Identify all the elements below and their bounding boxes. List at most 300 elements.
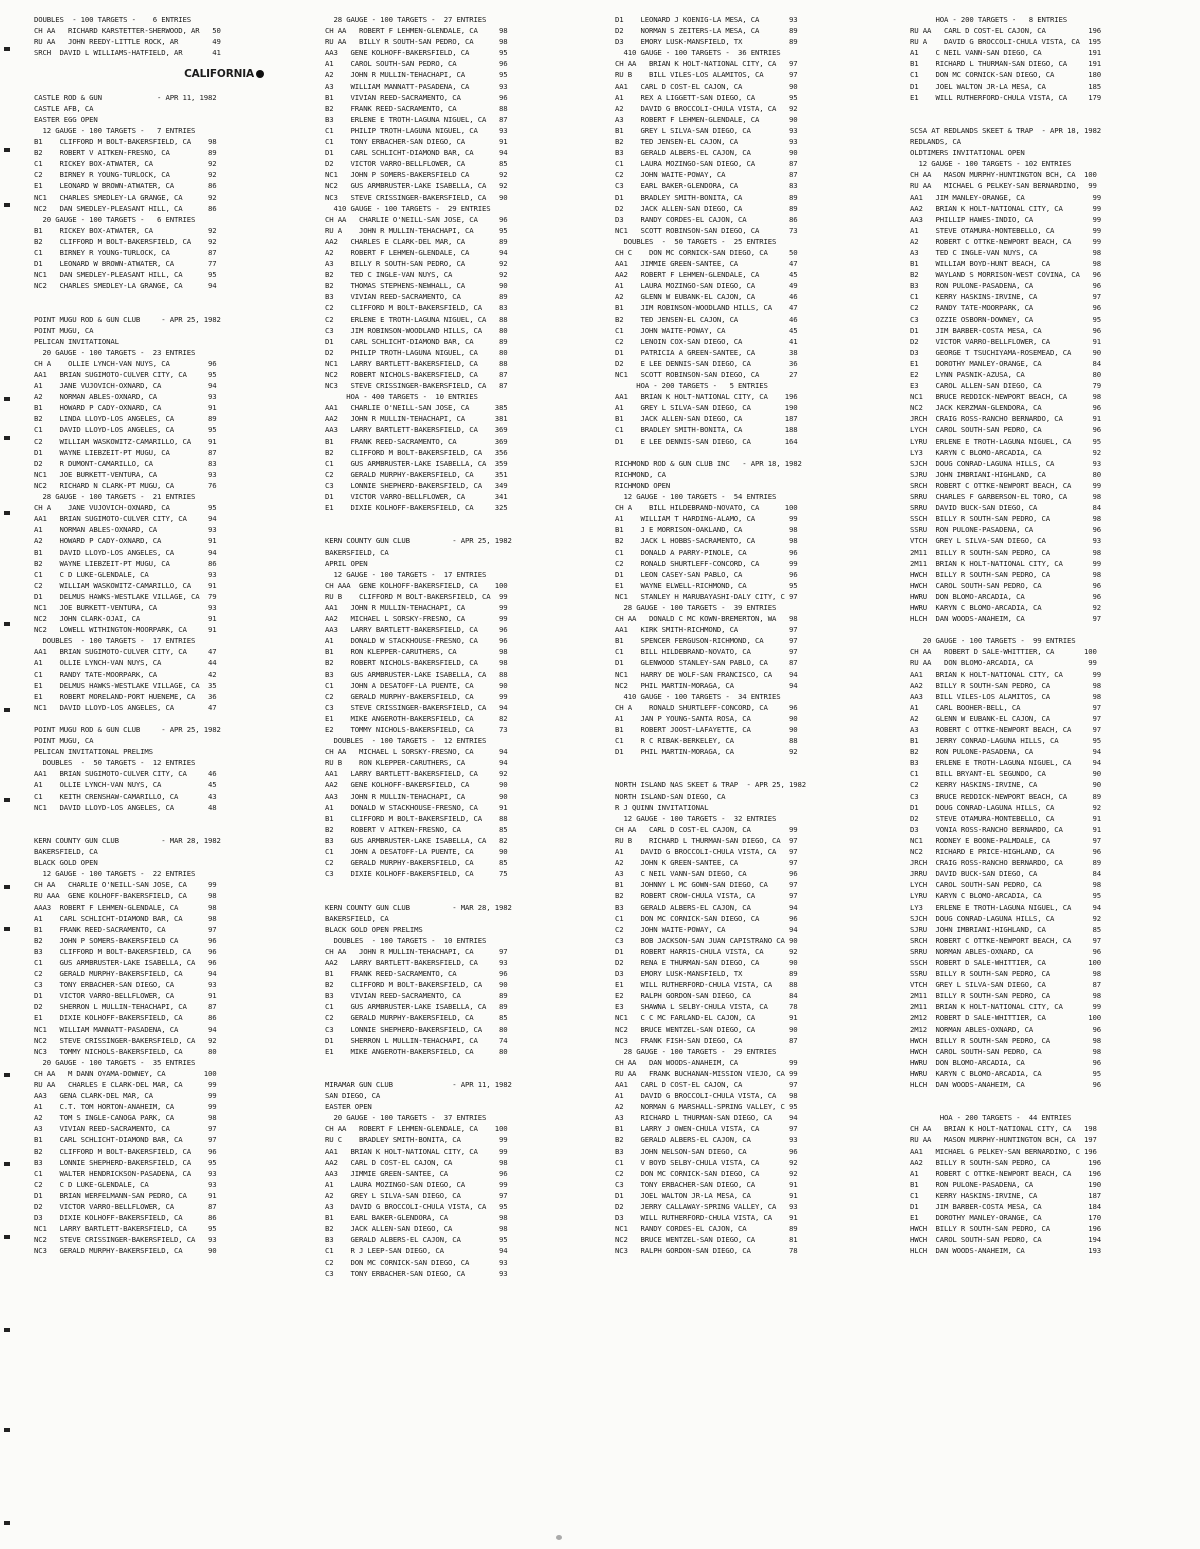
result-line: BAKERSFIELD, CA — [34, 847, 98, 857]
result-line: D2 RENA E THURMAN-SAN DIEGO, CA 90 — [615, 957, 798, 967]
result-line: HLCH DAN WOODS-ANAHEIM, CA 193 — [910, 1246, 1101, 1256]
result-line: SRRU DAVID BUCK-SAN DIEGO, CA 84 — [910, 503, 1101, 513]
result-line: C3 EARL BAKER-GLENDORA, CA 83 — [615, 181, 798, 191]
margin-mark — [4, 708, 10, 712]
result-line: C2 C D LUKE-GLENDALE, CA 93 — [34, 1179, 217, 1189]
result-line: DOUBLES - 100 TARGETS - 6 ENTRIES — [34, 15, 191, 24]
result-line: A3 ROBERT F LEHMEN-GLENDALE, CA 90 — [615, 114, 798, 124]
result-line: C1 GUS ARMBRUSTER-LAKE ISABELLA, CA 89 — [325, 1002, 508, 1012]
result-line: A1 C.T. TOM HORTON-ANAHEIM, CA 99 — [34, 1102, 217, 1112]
result-line: D1 PHIL MARTIN-MORAGA, CA 92 — [615, 747, 798, 757]
result-line: HWCH CAROL SOUTH-SAN PEDRO, CA 194 — [910, 1235, 1101, 1245]
result-line: C1 KEITH CRENSHAW-CAMARILLO, CA 43 — [34, 791, 217, 801]
results-column-1 — [34, 14, 264, 1257]
result-line: 20 GAUGE - 100 TARGETS - 37 ENTRIES — [325, 1113, 487, 1123]
result-line: A1 DONALD W STACKHOUSE-FRESNO, CA 96 — [325, 636, 508, 646]
result-line: D1 JIM BARBER-COSTA MESA, CA 184 — [910, 1202, 1101, 1212]
result-line: LYCH CAROL SOUTH-SAN PEDRO, CA 98 — [910, 880, 1101, 890]
result-line: D2 PHILIP TROTH-LAGUNA NIGUEL, CA 80 — [325, 347, 508, 357]
result-line: A1 DAVID G BROCCOLI-CHULA VISTA, CA 98 — [615, 1091, 798, 1101]
result-line: B1 CLIFFORD M BOLT-BAKERSFIELD, CA 98 — [34, 137, 217, 147]
result-line: HWCH BILLY R SOUTH-SAN PEDRO, CA 98 — [910, 569, 1101, 579]
result-line: PELICAN INVITATIONAL — [34, 336, 119, 346]
result-line: VTCH GREY L SILVA-SAN DIEGO, CA 87 — [910, 980, 1101, 990]
blank-line — [615, 447, 855, 458]
result-line: A2 HOWARD P CADY-OXNARD, CA 91 — [34, 536, 217, 546]
result-line: A1 CARL BOOHER-BELL, CA 97 — [910, 702, 1101, 712]
result-line: C2 KERRY HASKINS-IRVINE, CA 90 — [910, 780, 1101, 790]
result-line: C1 R C RIBAK-BERKELEY, CA 88 — [615, 736, 798, 746]
result-line: B1 FRANK REED-SACRAMENTO, CA 97 — [34, 924, 217, 934]
result-line: AA1 LARRY BARTLETT-BAKERSFIELD, CA 92 — [325, 769, 508, 779]
result-line: C1 BILL BRYANT-EL SEGUNDO, CA 90 — [910, 769, 1101, 779]
result-line: A1 GREY L SILVA-SAN DIEGO, CA 190 — [615, 403, 798, 413]
result-line: RU A DAVID G BROCCOLI-CHULA VISTA, CA 195 — [910, 37, 1101, 47]
result-line: CH AA MASON MURPHY-HUNTINGTON BCH, CA 100 — [910, 170, 1097, 180]
result-line: HOA - 200 TARGETS - 44 ENTRIES — [910, 1113, 1072, 1123]
result-line: B3 VIVIAN REED-SACRAMENTO, CA 89 — [325, 991, 508, 1001]
result-line: AA1 KIRK SMITH-RICHMOND, CA 97 — [615, 625, 798, 635]
result-line: HWRU DON BLOMO-ARCADIA, CA 96 — [910, 591, 1101, 601]
result-line: OLDTIMERS INVITATIONAL OPEN — [910, 148, 1025, 158]
result-line: HWCH CAROL SOUTH-SAN PEDRO, CA 96 — [910, 580, 1101, 590]
margin-mark — [4, 622, 10, 626]
paper-smudge — [556, 1535, 562, 1540]
result-line: AA1 BRIAN SUGIMOTO-CULVER CITY, CA 46 — [34, 769, 217, 779]
result-line: D1 DOUG CONRAD-LAGUNA HILLS, CA 92 — [910, 802, 1101, 812]
result-line: 20 GAUGE - 100 TARGETS - 35 ENTRIES — [34, 1057, 196, 1067]
result-line: A3 WILLIAM MANNATT-PASADENA, CA 93 — [325, 81, 508, 91]
result-line: AA1 CHARLIE O'NEILL-SAN JOSE, CA 385 — [325, 403, 508, 413]
margin-mark — [4, 397, 10, 401]
result-line: C1 GUS ARMBRUSTER-LAKE ISABELLA, CA 96 — [34, 957, 217, 967]
result-line: AA2 GENE KOLHOFF-BAKERSFIELD, CA 90 — [325, 780, 508, 790]
result-line: AA2 CARL D COST-EL CAJON, CA 98 — [325, 1157, 508, 1167]
result-line: C1 JOHN A DESATOFF-LA PUENTE, CA 90 — [325, 680, 508, 690]
result-line: B1 JIM ROBINSON-WOODLAND HILLS, CA 47 — [615, 303, 798, 313]
result-line: B1 JOHNNY L MC GOWN-SAN DIEGO, CA 97 — [615, 880, 798, 890]
result-line: NC1 BRUCE REDDICK-NEWPORT BEACH, CA 98 — [910, 392, 1101, 402]
result-line: C1 DAVID LLOYD-LOS ANGELES, CA 95 — [34, 425, 217, 435]
result-line: C1 TONY ERBACHER-SAN DIEGO, CA 91 — [325, 137, 508, 147]
result-line: AA1 JOHN R MULLIN-TEHACHAPI, CA 99 — [325, 602, 508, 612]
result-line: NORTH ISLAND NAS SKEET & TRAP - APR 25, 1982 — [615, 780, 806, 790]
result-line: 12 GAUGE - 100 TARGETS - 17 ENTRIES — [325, 569, 487, 579]
result-line: D1 WAYNE LIEBZEIT-PT MUGU, CA 87 — [34, 447, 217, 457]
blank-line — [34, 713, 264, 724]
result-line: A1 NORMAN ABLES-OXNARD, CA 93 — [34, 525, 217, 535]
result-line: 410 GAUGE - 100 TARGETS - 36 ENTRIES — [615, 48, 781, 58]
result-line: NC1 C C MC FARLAND-EL CAJON, CA 91 — [615, 1013, 798, 1023]
margin-mark — [4, 1073, 10, 1077]
blank-line — [910, 103, 1180, 114]
result-line: RU B CLIFFORD M BOLT-BAKERSFIELD, CA 99 — [325, 591, 508, 601]
result-line: B2 GERALD ALBERS-EL CAJON, CA 93 — [615, 1135, 798, 1145]
result-line: AA2 MICHAEL L SORSKY-FRESNO, CA 99 — [325, 614, 508, 624]
result-line: B2 WAYNE LIEBZEIT-PT MUGU, CA 86 — [34, 558, 217, 568]
result-line: A2 GLENN W EUBANK-EL CAJON, CA 97 — [910, 713, 1101, 723]
result-line: 410 GAUGE - 100 TARGETS - 29 ENTRIES — [325, 203, 491, 213]
result-line: A2 TOM S INGLE-CANOGA PARK, CA 98 — [34, 1113, 217, 1123]
margin-mark — [4, 798, 10, 802]
result-line: E1 MIKE ANGEROTH-BAKERSFIELD, CA 82 — [325, 713, 508, 723]
blank-line — [325, 890, 560, 901]
result-line: AA1 BRIAN K HOLT-NATIONAL CITY, CA 196 — [615, 392, 798, 402]
result-line: SRCH DAVID L WILLIAMS-HATFIELD, AR 41 — [34, 48, 221, 58]
result-line: AA2 JOHN R MULLIN-TEHACHAPI, CA 381 — [325, 414, 508, 424]
result-line: HWRU DON BLOMO-ARCADIA, CA 96 — [910, 1057, 1101, 1067]
blank-line — [34, 291, 264, 302]
result-line: JRCH CRAIG ROSS-RANCHO BERNARDO, CA 89 — [910, 858, 1101, 868]
result-line: CH A JANE VUJOVICH-OXNARD, CA 95 — [34, 503, 217, 513]
result-line: C1 JOHN WAITE-POWAY, CA 45 — [615, 325, 798, 335]
result-line: AA1 BRIAN K HOLT-NATIONAL CITY, CA 99 — [325, 1146, 508, 1156]
result-line: B1 LARRY J OWEN-CHULA VISTA, CA 97 — [615, 1124, 798, 1134]
result-line: B3 GUS ARMBRUSTER-LAKE ISABELLA, CA 88 — [325, 669, 508, 679]
result-line: B2 TED JENSEN-EL CAJON, CA 46 — [615, 314, 798, 324]
result-line: RU AA DON BLOMO-ARCADIA, CA 99 — [910, 658, 1097, 668]
result-line: CH AA CARL D COST-EL CAJON, CA 99 — [615, 824, 798, 834]
result-line: C1 GUS ARMBRUSTER-LAKE ISABELLA, CA 359 — [325, 458, 508, 468]
result-line: B2 JOHN P SOMERS-BAKERSFIELD CA 96 — [34, 935, 217, 945]
result-line: B1 WILLIAM BOYD-HUNT BEACH, CA 98 — [910, 259, 1101, 269]
result-line: A1 C NEIL VANN-SAN DIEGO, CA 191 — [910, 48, 1101, 58]
result-line: B3 ERLENE E TROTH-LAGUNA NIGUEL, CA 94 — [910, 758, 1101, 768]
result-line: DOUBLES - 100 TARGETS - 10 ENTRIES — [325, 935, 487, 945]
result-line: NC2 CHARLES SMEDLEY-LA GRANGE, CA 94 — [34, 281, 217, 291]
result-line: HWCH BILLY R SOUTH-SAN PEDRO, CA 98 — [910, 1035, 1101, 1045]
result-line: C2 LENOIN COX-SAN DIEGO, CA 41 — [615, 336, 798, 346]
result-line: BLACK GOLD OPEN PRELIMS — [325, 924, 423, 934]
result-line: C2 GERALD MURPHY-BAKERSFIELD, CA 94 — [34, 969, 217, 979]
result-line: RICHMOND ROD & GUN CLUB INC - APR 18, 1982 — [615, 458, 802, 468]
result-line: NC1 STANLEY H MARUBAYASHI-DALY CITY, C 97 — [615, 591, 798, 601]
result-line: 28 GAUGE - 100 TARGETS - 27 ENTRIES — [325, 15, 487, 24]
results-column-2 — [325, 14, 560, 1279]
results-column-3 — [615, 14, 855, 1257]
result-line: B2 ROBERT CROW-CHULA VISTA, CA 97 — [615, 891, 798, 901]
result-line: C3 DIXIE KOLHOFF-BAKERSFIELD, CA 75 — [325, 869, 508, 879]
result-line: E1 DOROTHY MANLEY-ORANGE, CA 170 — [910, 1213, 1101, 1223]
result-line: A1 CARL SCHLICHT-DIAMOND BAR, CA 98 — [34, 913, 217, 923]
result-line: C2 GERALD MURPHY-BAKERSFIELD, CA 99 — [325, 691, 508, 701]
result-line: B2 JACK L HOBBS-SACRAMENTO, CA 98 — [615, 536, 798, 546]
result-line: C1 KERRY HASKINS-IRVINE, CA 97 — [910, 292, 1101, 302]
result-line: NC1 CHARLES SMEDLEY-LA GRANGE, CA 92 — [34, 192, 217, 202]
result-line: SJCH DOUG CONRAD-LAGUNA HILLS, CA 93 — [910, 458, 1101, 468]
blank-line — [325, 524, 560, 535]
result-line: A3 C NEIL VANN-SAN DIEGO, CA 96 — [615, 869, 798, 879]
result-line: RU AA CARL D COST-EL CAJON, CA 196 — [910, 26, 1101, 36]
result-line: E2 RALPH GORDON-SAN DIEGO, CA 84 — [615, 991, 798, 1001]
result-line: DOUBLES - 50 TARGETS - 12 ENTRIES — [34, 758, 196, 768]
result-line: NC2 JOHN CLARK-OJAI, CA 91 — [34, 614, 217, 624]
state-heading — [34, 69, 264, 80]
result-line: DOUBLES - 50 TARGETS - 25 ENTRIES — [615, 236, 777, 246]
result-line: AA1 JIMMIE GREEN-SANTEE, CA 47 — [615, 259, 798, 269]
result-line: B3 GUS ARMBRUSTER-LAKE ISABELLA, CA 82 — [325, 835, 508, 845]
result-line: B3 RON PULONE-PASADENA, CA 96 — [910, 281, 1101, 291]
result-line: D2 STEVE OTAMURA-MONTEBELLO, CA 91 — [910, 813, 1101, 823]
result-line: AA1 BRIAN K HOLT-NATIONAL CITY, CA 99 — [910, 669, 1101, 679]
result-line: RU B RICHARD L THURMAN-SAN DIEGO, CA 97 — [615, 835, 798, 845]
margin-mark — [4, 1428, 10, 1432]
result-line: RU C BRADLEY SMITH-BONITA, CA 99 — [325, 1135, 508, 1145]
result-line: D1 JIM BARBER-COSTA MESA, CA 96 — [910, 325, 1101, 335]
result-line: D2 JERRY CALLAWAY-SPRING VALLEY, CA 93 — [615, 1202, 798, 1212]
result-line: CH AA ROBERT F LEHMEN-GLENDALE, CA 98 — [325, 26, 508, 36]
result-line: HOA - 200 TARGETS - 8 ENTRIES — [910, 15, 1067, 24]
result-line: NC1 RODNEY E BOONE-PALMDALE, CA 97 — [910, 835, 1101, 845]
result-line: D2 NORMAN S ZEITERS-LA MESA, CA 89 — [615, 26, 798, 36]
result-line: SRCH ROBERT C OTTKE-NEWPORT BEACH, CA 99 — [910, 480, 1101, 490]
margin-mark — [4, 927, 10, 931]
result-line: AA3 BILL VILES-LOS ALAMITOS, CA 98 — [910, 691, 1101, 701]
result-line: E3 SHAWNA L SELBY-CHULA VISTA, CA 78 — [615, 1002, 798, 1012]
result-line: BAKERSFIELD, CA — [325, 547, 389, 557]
result-line: B2 CLIFFORD M BOLT-BAKERSFIELD, CA 96 — [34, 1146, 217, 1156]
result-line: NC1 WILLIAM MANNATT-PASADENA, CA 94 — [34, 1024, 217, 1034]
result-line: C1 BRADLEY SMITH-BONITA, CA 188 — [615, 425, 798, 435]
result-line: NC1 LARRY BARTLETT-BAKERSFIELD, CA 95 — [34, 1224, 217, 1234]
result-line: NC3 STEVE CRISSINGER-BAKERSFIELD, CA 87 — [325, 381, 508, 391]
result-line: C3 STEVE CRISSINGER-BAKERSFIELD, CA 94 — [325, 702, 508, 712]
margin-mark — [4, 885, 10, 889]
result-line: B2 ROBERT NICHOLS-BAKERSFIELD, CA 98 — [325, 658, 508, 668]
result-line: NC1 DAVID LLOYD-LOS ANGELES, CA 47 — [34, 702, 217, 712]
result-line: D1 E LEE DENNIS-SAN DIEGO, CA 164 — [615, 436, 798, 446]
result-line: NC2 PHIL MARTIN-MORAGA, CA 94 — [615, 680, 798, 690]
result-line: A1 REX A LIGGETT-SAN DIEGO, CA 95 — [615, 92, 798, 102]
result-line: D1 LEONARD J KOENIG-LA MESA, CA 93 — [615, 15, 798, 24]
result-line: C1 BIRNEY R YOUNG-TURLOCK, CA 87 — [34, 247, 217, 257]
result-line: B1 RON PULONE-PASADENA, CA 190 — [910, 1179, 1101, 1189]
blank-line — [34, 824, 264, 835]
result-line: 12 GAUGE - 100 TARGETS - 102 ENTRIES — [910, 159, 1072, 169]
result-line: C3 BOB JACKSON-SAN JUAN CAPISTRANO CA 90 — [615, 935, 798, 945]
result-line: B1 RICHARD L THURMAN-SAN DIEGO, CA 191 — [910, 59, 1101, 69]
result-line: A1 LAURA MOZINGO-SAN DIEGO, CA 49 — [615, 281, 798, 291]
result-line: D3 DIXIE KOLHOFF-BAKERSFIELD, CA 86 — [34, 1213, 217, 1223]
result-line: HWCH BILLY R SOUTH-SAN PEDRO, CA 196 — [910, 1224, 1101, 1234]
result-line: D1 DELMUS HAWKS-WESTLAKE VILLAGE, CA 79 — [34, 591, 217, 601]
result-line: 28 GAUGE - 100 TARGETS - 39 ENTRIES — [615, 602, 777, 612]
result-line: NC2 BRUCE WENTZEL-SAN DIEGO, CA 90 — [615, 1024, 798, 1034]
result-line: POINT MUGU, CA — [34, 736, 94, 746]
result-line: E1 WILL RUTHERFORD-CHULA VISTA, CA 88 — [615, 980, 798, 990]
result-line: NC1 SCOTT ROBINSON-SAN DIEGO, CA 27 — [615, 370, 798, 379]
result-line: C1 JOHN A DESATOFF-LA PUENTE, CA 90 — [325, 847, 508, 857]
result-line: HOA - 200 TARGETS - 5 ENTRIES — [615, 381, 768, 391]
result-line: E1 DOROTHY MANLEY-ORANGE, CA 84 — [910, 358, 1101, 368]
result-line: D3 GEORGE T TSUCHIYAMA-ROSEMEAD, CA 90 — [910, 347, 1101, 357]
result-line: B1 JERRY CONRAD-LAGUNA HILLS, CA 95 — [910, 736, 1101, 746]
result-line: LYRU ERLENE E TROTH-LAGUNA NIGUEL, CA 95 — [910, 436, 1101, 446]
result-line: SSCH BILLY R SOUTH-SAN PEDRO, CA 98 — [910, 514, 1101, 524]
result-line: B1 SPENCER FERGUSON-RICHMOND, CA 97 — [615, 636, 798, 646]
result-line: MIRAMAR GUN CLUB - APR 11, 1982 — [325, 1080, 512, 1089]
result-line: D2 VICTOR VARRO-BELLFLOWER, CA 87 — [34, 1202, 217, 1212]
result-line: A2 ROBERT F LEHMEN-GLENDALE, CA 94 — [325, 247, 508, 257]
result-line: D2 VICTOR VARRO-BELLFLOWER, CA 91 — [910, 336, 1101, 346]
result-line: AA2 BILLY R SOUTH-SAN PEDRO, CA 196 — [910, 1157, 1101, 1167]
result-line: NC2 GUS ARMBRUSTER-LAKE ISABELLA, CA 92 — [325, 181, 508, 191]
result-line: LYRU KARYN C BLOMO-ARCADIA, CA 95 — [910, 891, 1101, 901]
result-line: A2 ROBERT C OTTKE-NEWPORT BEACH, CA 99 — [910, 236, 1101, 246]
margin-mark — [4, 436, 10, 440]
result-line: C1 DON MC CORNICK-SAN DIEGO, CA 96 — [615, 913, 798, 923]
result-line: B3 LONNIE SHEPHERD-BAKERSFIELD, CA 95 — [34, 1157, 217, 1167]
result-line: DOUBLES - 100 TARGETS - 17 ENTRIES — [34, 636, 196, 646]
result-line: RU AAA GENE KOLHOFF-BAKERSFIELD, CA 98 — [34, 891, 217, 901]
result-line: NORTH ISLAND-SAN DIEGO, CA — [615, 791, 726, 801]
result-line: B1 CARL SCHLICHT-DIAMOND BAR, CA 97 — [34, 1135, 217, 1145]
result-line: SRRU NORMAN ABLES-OXNARD, CA 96 — [910, 946, 1101, 956]
result-line: HWRU KARYN C BLOMO-ARCADIA, CA 92 — [910, 602, 1101, 612]
result-line: D2 VICTOR VARRO-BELLFLOWER, CA 85 — [325, 159, 508, 169]
result-line: POINT MUGU ROD & GUN CLUB - APR 25, 1982 — [34, 725, 221, 734]
result-line: EASTER EGG OPEN — [34, 114, 98, 124]
result-line: AA3 JOHN R MULLIN-TEHACHAPI, CA 90 — [325, 791, 508, 801]
result-line: B2 ROBERT V AITKEN-FRESNO, CA 85 — [325, 824, 508, 834]
result-line: B1 DAVID LLOYD-LOS ANGELES, CA 94 — [34, 547, 217, 557]
result-line: AA2 CHARLES E CLARK-DEL MAR, CA 89 — [325, 236, 508, 246]
result-line: SJCH DOUG CONRAD-LAGUNA HILLS, CA 92 — [910, 913, 1101, 923]
result-line: AA1 MICHAEL G PELKEY-SAN BERNARDINO, C 196 — [910, 1146, 1097, 1156]
result-line: CH A BILL HILDEBRAND-NOVATO, CA 100 — [615, 503, 798, 513]
result-line: CASTLE ROD & GUN - APR 11, 1982 — [34, 92, 217, 102]
result-line: NC2 STEVE CRISSINGER-BAKERSFIELD, CA 92 — [34, 1035, 217, 1045]
result-line: 20 GAUGE - 100 TARGETS - 6 ENTRIES — [34, 214, 196, 224]
result-line: NC3 FRANK FISH-SAN DIEGO, CA 87 — [615, 1035, 798, 1045]
result-line: RICHMOND, CA — [615, 469, 666, 479]
result-line: A3 VIVIAN REED-SACRAMENTO, CA 97 — [34, 1124, 217, 1134]
result-line: B1 J E MORRISON-OAKLAND, CA 98 — [615, 525, 798, 535]
blank-line — [910, 624, 1180, 635]
result-line: B2 TED C INGLE-VAN NUYS, CA 92 — [325, 270, 508, 280]
result-line: AA3 LARRY BARTLETT-BAKERSFIELD, CA 96 — [325, 625, 508, 635]
result-line: RU AA MASON MURPHY-HUNTINGTON BCH, CA 197 — [910, 1135, 1097, 1145]
result-line: C1 RICKEY BOX-ATWATER, CA 92 — [34, 159, 217, 169]
result-line: C3 LONNIE SHEPHERD-BAKERSFIELD, CA 80 — [325, 1024, 508, 1034]
result-line: B3 GERALD ALBERS-EL CAJON, CA 95 — [325, 1235, 508, 1245]
result-line: A1 ROBERT C OTTKE-NEWPORT BEACH, CA 196 — [910, 1168, 1101, 1178]
result-line: NC1 SCOTT ROBINSON-SAN DIEGO, CA 73 — [615, 225, 798, 235]
result-line: RU AA CHARLES E CLARK-DEL MAR, CA 99 — [34, 1080, 217, 1089]
result-line: E2 TOMMY NICHOLS-BAKERSFIELD, CA 73 — [325, 725, 508, 734]
margin-mark — [4, 1521, 10, 1525]
result-line: D2 SHERRON L MULLIN-TEHACHAPI, CA 87 — [34, 1002, 217, 1012]
result-line: NC1 HARRY DE WOLF-SAN FRANCISCO, CA 94 — [615, 669, 798, 679]
result-line: SSRU RON PULONE-PASADENA, CA 96 — [910, 525, 1101, 535]
result-line: NC2 DAN SMEDLEY-PLEASANT HILL, CA 86 — [34, 203, 217, 213]
result-line: DOUBLES - 100 TARGETS - 12 ENTRIES — [325, 736, 487, 746]
result-line: C1 KERRY HASKINS-IRVINE, CA 187 — [910, 1190, 1101, 1200]
result-line: POINT MUGU, CA — [34, 325, 94, 335]
result-line: 12 GAUGE - 100 TARGETS - 54 ENTRIES — [615, 492, 777, 502]
result-line: A3 RICHARD L THURMAN-SAN DIEGO, CA 94 — [615, 1113, 798, 1123]
result-line: C2 JOHN WAITE-POWAY, CA 87 — [615, 170, 798, 180]
result-line: A1 OLLIE LYNCH-VAN NUYS, CA 45 — [34, 780, 217, 790]
result-line: AA1 BRIAN SUGIMOTO-CULVER CITY, CA 94 — [34, 514, 217, 524]
margin-marks — [0, 0, 20, 1549]
blank-line — [325, 1068, 560, 1079]
result-line: C2 DON MC CORNICK-SAN DIEGO, CA 93 — [325, 1257, 508, 1267]
result-line: C2 RONALD SHURTLEFF-CONCORD, CA 99 — [615, 558, 798, 568]
result-line: RU B RON KLEPPER-CARUTHERS, CA 94 — [325, 758, 508, 768]
result-line: B1 ROBERT JOOST-LAFAYETTE, CA 90 — [615, 725, 798, 734]
result-line: C2 WILLIAM WASKOWITZ-CAMARILLO, CA 91 — [34, 580, 217, 590]
result-line: A1 DAVID G BROCCOLI-CHULA VISTA, CA 97 — [615, 847, 798, 857]
result-line: CH AA DAN WOODS-ANAHEIM, CA 99 — [615, 1057, 798, 1067]
result-line: APRIL OPEN — [325, 558, 368, 568]
result-line: C2 GERALD MURPHY-BAKERSFIELD, CA 85 — [325, 858, 508, 868]
result-line: NC2 BRUCE WENTZEL-SAN DIEGO, CA 81 — [615, 1235, 798, 1245]
result-line: D1 SHERRON L MULLIN-TEHACHAPI, CA 74 — [325, 1035, 508, 1045]
result-line: SRCH ROBERT C OTTKE-NEWPORT BEACH, CA 97 — [910, 935, 1101, 945]
blank-line — [615, 768, 855, 779]
result-line: C3 BRUCE REDDICK-NEWPORT BEACH, CA 89 — [910, 791, 1101, 801]
result-line: D1 GLENWOOD STANLEY-SAN PABLO, CA 87 — [615, 658, 798, 668]
result-line: D3 RANDY CORDES-EL CAJON, CA 86 — [615, 214, 798, 224]
result-line: B2 WAYLAND S MORRISON-WEST COVINA, CA 96 — [910, 270, 1101, 280]
result-line: A3 BILLY R SOUTH-SAN PEDRO, CA 92 — [325, 259, 508, 269]
blank-line — [34, 813, 264, 824]
result-line: C1 C D LUKE-GLENDALE, CA 93 — [34, 569, 217, 579]
result-line: 12 GAUGE - 100 TARGETS - 7 ENTRIES — [34, 125, 196, 135]
margin-mark — [4, 203, 10, 207]
result-line: SCSA AT REDLANDS SKEET & TRAP - APR 18, 1982 — [910, 125, 1101, 135]
result-line: 28 GAUGE - 100 TARGETS - 21 ENTRIES — [34, 492, 196, 502]
result-line: 2M11 BILLY R SOUTH-SAN PEDRO, CA 98 — [910, 991, 1101, 1001]
result-line: AA1 BRIAN SUGIMOTO-CULVER CITY, CA 47 — [34, 647, 217, 657]
blank-line — [615, 757, 855, 768]
result-line: CH AA RICHARD KARSTETTER-SHERWOOD, AR 50 — [34, 26, 221, 36]
result-line: B2 LINDA LLOYD-LOS ANGELES, CA 89 — [34, 414, 217, 424]
result-line: B1 FRANK REED-SACRAMENTO, CA 369 — [325, 436, 508, 446]
result-line: B1 VIVIAN REED-SACRAMENTO, CA 96 — [325, 92, 508, 102]
result-line: NC1 RANDY CORDES-EL CAJON, CA 89 — [615, 1224, 798, 1234]
result-line: E1 DIXIE KOLHOFF-BAKERSFIELD, CA 325 — [325, 503, 508, 513]
result-line: B2 RON PULONE-PASADENA, CA 94 — [910, 747, 1101, 757]
result-line: C3 JIM ROBINSON-WOODLAND HILLS, CA 80 — [325, 325, 508, 335]
result-line: A1 STEVE OTAMURA-MONTEBELLO, CA 99 — [910, 225, 1101, 235]
result-line: D3 VONIA ROSS-RANCHO BERNARDO, CA 91 — [910, 824, 1101, 834]
result-line: NC1 JOHN P SOMERS-BAKERSFIELD CA 92 — [325, 170, 508, 180]
result-line: NC2 RICHARD E PRICE-HIGHLAND, CA 96 — [910, 847, 1101, 857]
result-line: D2 JACK ALLEN-SAN DIEGO, CA 89 — [615, 203, 798, 213]
result-line: C3 LONNIE SHEPHERD-BAKERSFIELD, CA 349 — [325, 480, 508, 490]
result-line: A2 NORMAN ABLES-OXNARD, CA 93 — [34, 392, 217, 402]
result-line: C1 BILL HILDEBRAND-NOVATO, CA 97 — [615, 647, 798, 657]
result-line: A2 NORMAN G MARSHALL-SPRING VALLEY, C 95 — [615, 1102, 798, 1112]
result-line: D3 WILL RUTHERFORD-CHULA VISTA, CA 91 — [615, 1213, 798, 1223]
result-line: D1 ROBERT HARRIS-CHULA VISTA, CA 92 — [615, 946, 798, 956]
result-line: A1 LAURA MOZINGO-SAN DIEGO, CA 99 — [325, 1179, 508, 1189]
result-line: AA2 ROBERT F LEHMEN-GLENDALE, CA 45 — [615, 270, 798, 280]
result-line: PELICAN INVITATIONAL PRELIMS — [34, 747, 153, 757]
result-line: NC1 DAN SMEDLEY-PLEASANT HILL, CA 95 — [34, 270, 217, 280]
result-line: D1 VICTOR VARRO-BELLFLOWER, CA 91 — [34, 991, 217, 1001]
result-line: 28 GAUGE - 100 TARGETS - 29 ENTRIES — [615, 1046, 777, 1056]
result-line: RU A JOHN R MULLIN-TEHACHAPI, CA 95 — [325, 225, 508, 235]
result-line: E2 LYNN PASNIK-AZUSA, CA 80 — [910, 370, 1101, 379]
result-line: AA1 CARL D COST-EL CAJON, CA 97 — [615, 1080, 798, 1089]
result-line: 20 GAUGE - 100 TARGETS - 23 ENTRIES — [34, 347, 196, 357]
result-line: B1 EARL BAKER-GLENDORA, CA 98 — [325, 1213, 508, 1223]
result-line: CASTLE AFB, CA — [34, 103, 94, 113]
result-line: HWCH CAROL SOUTH-SAN PEDRO, CA 98 — [910, 1046, 1101, 1056]
